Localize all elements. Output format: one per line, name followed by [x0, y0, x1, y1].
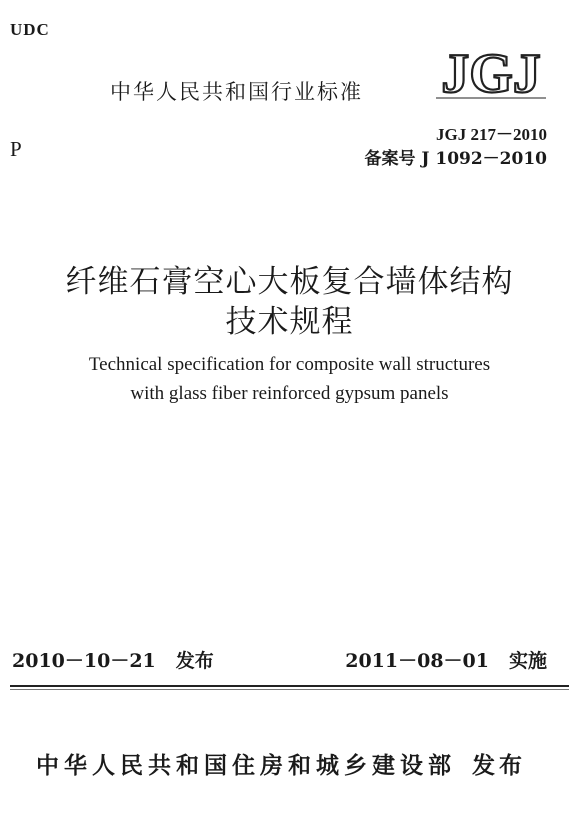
issue-label: 发布 — [175, 650, 214, 672]
effective-date-block — [345, 646, 547, 673]
title-en-line1: Technical specification for composite wall structures — [88, 354, 491, 375]
jgj-logo — [432, 42, 550, 102]
classification-code: P — [10, 137, 22, 161]
udc-label: UDC — [10, 20, 50, 39]
effective-date: 2011－08－01 — [345, 650, 489, 672]
title-zh-line2: 技术规程 — [225, 304, 354, 340]
effective-label: 实施 — [508, 650, 547, 672]
jgj-logo-text: JGJ — [441, 43, 541, 102]
title-zh-line1: 纤维石膏空心大板复合墙体结构 — [65, 264, 514, 300]
publisher-name: 中华人民共和国住房和城乡建设部 — [36, 753, 456, 779]
issue-date-block — [12, 646, 214, 673]
issue-date: 2010－10－21 — [12, 650, 156, 672]
record-number: 备案号 J 1092－2010 — [364, 149, 547, 169]
standard-number: JGJ 217－2010 — [436, 125, 547, 144]
divider-rule-thin — [10, 689, 569, 690]
divider-rule — [10, 685, 569, 687]
publish-label: 发布 — [472, 753, 526, 779]
title-en-line2: with glass fiber reinforced gypsum panels — [130, 383, 449, 404]
industry-standard-heading: 中华人民共和国行业标准 — [110, 80, 363, 104]
